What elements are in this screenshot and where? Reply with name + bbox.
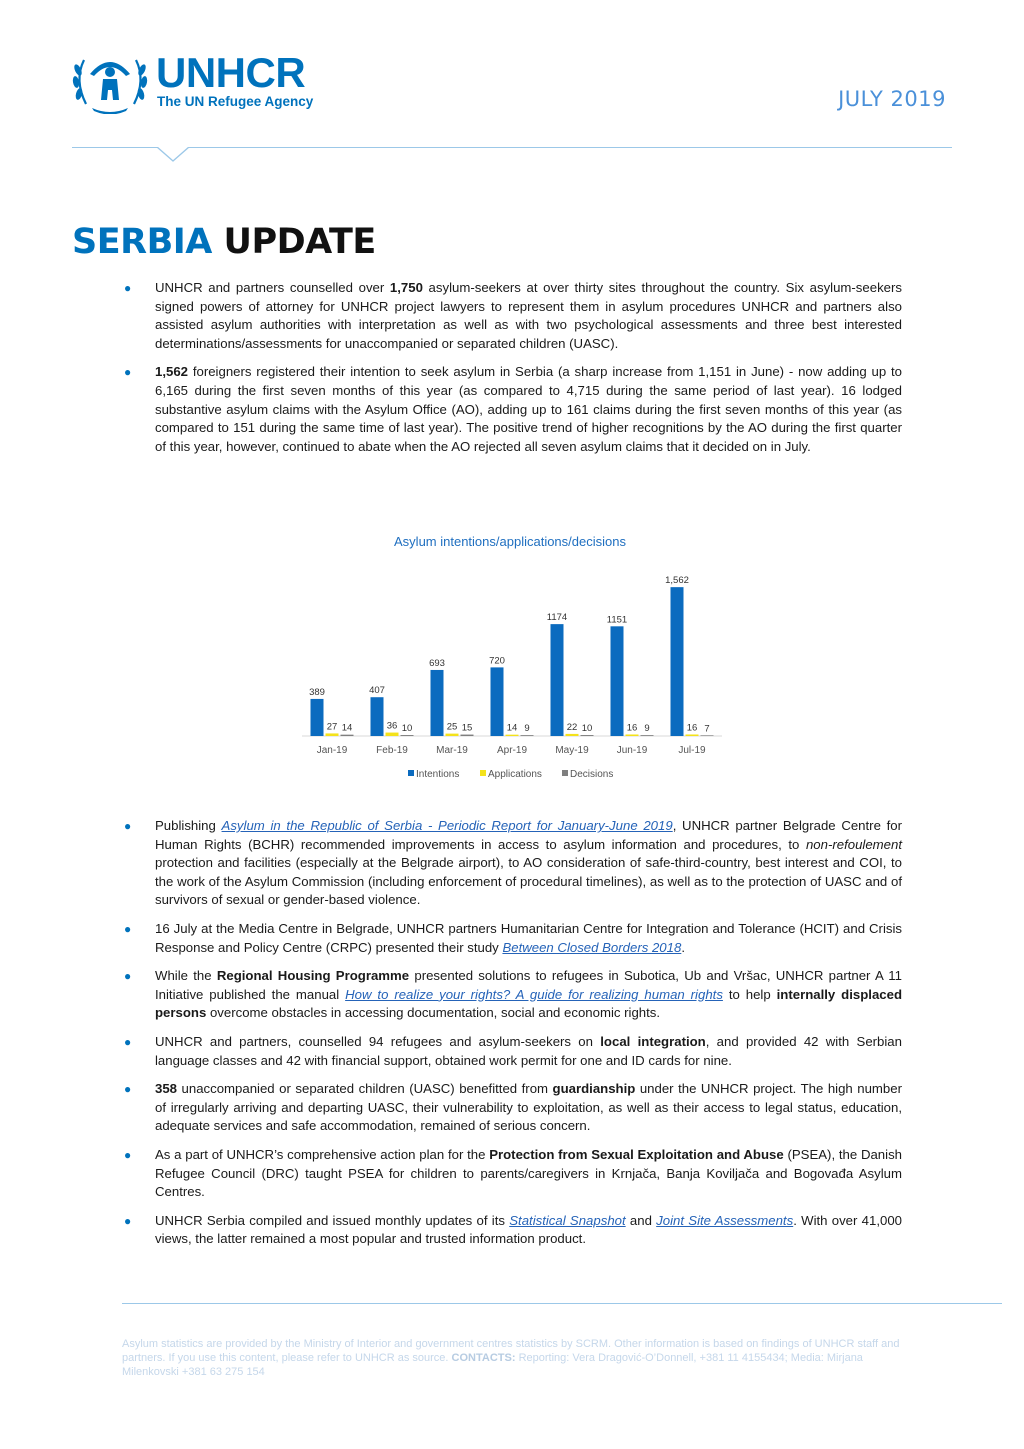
bar-applications bbox=[686, 734, 699, 736]
bullet-icon: ● bbox=[124, 365, 132, 380]
bar-applications bbox=[326, 733, 339, 736]
link-joint-site-assessments[interactable]: Joint Site Assessments bbox=[656, 1212, 794, 1228]
list-item: ● Publishing Asylum in the Republic of Serbia - Periodic Report for January-June 2019, UNHCR partner Belgrade Centre for Human Rights (BCHR) recommended improvements in access to asylum information and procedures, to non-refoulement protection and facilities (especially at the Belgrade airport), to AO consideration of safe-third-country, best interest and COI, to the work of the Asylum Commission (including enforcement of procedural timelines), as well as to the protection of UASC and of survivors of sexual or gender-based violence. bbox=[124, 818, 902, 908]
list-item: ● UNHCR and partners, counselled 94 refugees and asylum-seekers on local integration, and provided 42 with Serbian language classes and 42 with financial support, obtained work permit for one and ID cards for nine. bbox=[124, 1033, 902, 1068]
link-periodic-report[interactable]: Asylum in the Republic of Serbia - Periodic Report for January-June 2019 bbox=[221, 818, 673, 833]
page-title bbox=[72, 220, 376, 264]
bar-intentions bbox=[491, 667, 504, 736]
bullet-icon: ● bbox=[124, 281, 132, 295]
bullet-icon: ● bbox=[124, 1034, 132, 1049]
list-item: ● UNHCR and partners counselled over 1,750 asylum-seekers at over thirty sites throughout the country. Six asylum-seekers signed powers of attorney for UNHCR project lawyers to represent them in asylum procedures UNHCR and partners also assisted asylum authorities with interpretation as well as with two psychological assessments and three best interested determinations/assessments for unaccompanied or separated children (UASC). bbox=[124, 280, 902, 351]
x-tick-label: Apr-19 bbox=[496, 745, 528, 756]
bullet-icon: ● bbox=[124, 969, 132, 984]
bar-decisions bbox=[521, 735, 534, 736]
bar-decisions bbox=[401, 735, 414, 736]
bar-applications bbox=[446, 734, 459, 736]
bullet-icon: ● bbox=[124, 921, 132, 936]
x-tick-label: May-19 bbox=[555, 745, 589, 756]
bullet-icon: ● bbox=[124, 1213, 132, 1228]
list-item: ● As a part of UNHCR’s comprehensive action plan for the Protection from Sexual Exploitation and Abuse (PSEA), the Danish Refugee Council (DRC) taught PSEA for children to parents/caregivers in Krnjača, Banja Koviljača and Bogovađa Asylum Centres. bbox=[124, 1146, 902, 1200]
bar-intentions bbox=[431, 670, 444, 736]
chart-title: Asylum intentions/applications/decisions bbox=[394, 534, 626, 549]
x-tick-label: Feb-19 bbox=[376, 745, 408, 756]
bar-intentions bbox=[371, 697, 384, 736]
bar-intentions bbox=[311, 699, 324, 736]
bullet-icon: ● bbox=[124, 1082, 132, 1097]
legend-swatch bbox=[408, 770, 414, 776]
x-tick-label: Mar-19 bbox=[436, 745, 468, 756]
legend-label: Applications bbox=[488, 769, 542, 780]
list-item: ● While the Regional Housing Programme presented solutions to refugees in Subotica, Ub and Vršac, UNHCR partner A 11 Initiative published the manual How to realize your rights? A guide for realizing human rights to help internally displaced persons overcome obstacles in accessing documentation, social and economic rights. bbox=[124, 968, 903, 1021]
summary-list-top bbox=[122, 279, 902, 466]
data-label: 16 bbox=[626, 722, 638, 734]
title-update: UPDATE bbox=[223, 222, 376, 262]
bar-decisions bbox=[641, 735, 654, 736]
data-label: 1174 bbox=[546, 612, 568, 624]
data-label: 10 bbox=[581, 723, 593, 735]
bar-decisions bbox=[341, 735, 354, 736]
x-tick-label: Jun-19 bbox=[616, 745, 648, 756]
list-item: ● UNHCR Serbia compiled and issued monthly updates of its Statistical Snapshot and Joint Site Assessments. With over 41,000 views, the latter remained a most popular and trusted information product. bbox=[124, 1212, 902, 1247]
summary-list-bottom bbox=[122, 817, 902, 1259]
data-label: 693 bbox=[429, 657, 445, 669]
data-label: 22 bbox=[566, 721, 578, 733]
link-between-closed-borders[interactable]: Between Closed Borders 2018 bbox=[502, 939, 682, 955]
data-label: 14 bbox=[341, 722, 353, 734]
bar-applications bbox=[506, 735, 519, 736]
chevron-down-icon bbox=[157, 147, 189, 163]
legend-swatch bbox=[562, 770, 568, 776]
footer-note: Asylum statistics are provided by the Ministry of Interior and government centres statistics by SCRM. Other information is based on findings of UNHCR staff and partners. If you use this content, please refer to UNHCR as source. CONTACTS: Reporting: Vera Dragović-O’Donnell, +381 11 4155434; Media: Mirjana Milenkovski +381 63 275 154 bbox=[122, 1338, 900, 1378]
bar-decisions bbox=[581, 735, 594, 736]
unhcr-logo bbox=[70, 48, 350, 114]
data-label: 720 bbox=[489, 655, 505, 667]
x-tick-label: Jul-19 bbox=[678, 745, 706, 756]
data-label: 7 bbox=[704, 723, 710, 735]
data-label: 407 bbox=[369, 685, 385, 697]
data-label: 15 bbox=[461, 722, 473, 734]
bar-decisions bbox=[701, 735, 714, 736]
link-statistical-snapshot[interactable]: Statistical Snapshot bbox=[509, 1212, 626, 1228]
header-divider bbox=[72, 147, 952, 148]
legend-swatch bbox=[480, 770, 486, 776]
data-label: 1151 bbox=[606, 614, 628, 626]
data-label: 27 bbox=[326, 721, 338, 733]
asylum-chart bbox=[290, 528, 730, 788]
bar-applications bbox=[566, 734, 579, 736]
data-label: 10 bbox=[401, 723, 413, 735]
list-item: ● 16 July at the Media Centre in Belgrade, UNHCR partners Humanitarian Centre for Integration and Tolerance (HCIT) and Crisis Response and Policy Centre (CRPC) presented their study Between Closed Borders 2018. bbox=[124, 920, 902, 955]
bar-applications bbox=[386, 733, 399, 736]
footer-divider bbox=[122, 1303, 1002, 1304]
bar-decisions bbox=[461, 735, 474, 736]
report-date: JULY 2019 bbox=[838, 87, 946, 111]
bar-intentions bbox=[611, 626, 624, 736]
chart-plot bbox=[290, 528, 730, 788]
title-country: SERBIA bbox=[72, 222, 212, 262]
legend-label: Intentions bbox=[416, 769, 460, 780]
data-label: 9 bbox=[644, 723, 650, 735]
data-label: 36 bbox=[386, 720, 398, 732]
list-item: ● 358 unaccompanied or separated children (UASC) benefitted from guardianship under the UNHCR project. The high number of irregularly arriving and departing UASC, their vulnerability to exploitation, as well as their access to legal status, education, adequate services and safe accommodation, remained of serious concern. bbox=[124, 1081, 902, 1134]
bullet-icon: ● bbox=[124, 819, 132, 833]
bar-applications bbox=[626, 734, 639, 736]
logo-wordmark: UNHCR bbox=[156, 49, 306, 96]
legend-label: Decisions bbox=[570, 769, 614, 780]
data-label: 25 bbox=[446, 721, 458, 733]
laurel-emblem-icon bbox=[70, 48, 150, 114]
bar-intentions bbox=[671, 587, 684, 736]
data-label: 9 bbox=[524, 723, 530, 735]
x-tick-label: Jan-19 bbox=[316, 745, 348, 756]
link-rights-guide[interactable]: How to realize your rights? A guide for realizing human rights bbox=[345, 986, 723, 1002]
bar-intentions bbox=[551, 624, 564, 736]
bullet-icon: ● bbox=[124, 1147, 132, 1162]
logo-tagline: The UN Refugee Agency bbox=[157, 94, 314, 109]
data-label: 16 bbox=[686, 722, 698, 734]
data-label: 389 bbox=[309, 686, 325, 698]
data-label: 14 bbox=[506, 722, 518, 734]
list-item: ● 1,562 foreigners registered their intention to seek asylum in Serbia (a sharp increase from 1,151 in June) - now adding up to 6,165 during the first seven months of this year (as compared to 4,715 during the same period of last year). 16 lodged substantive asylum claims with the Asylum Office (AO), adding up to 161 claims during the first seven months of this year (as compared to 151 during the same time of last year). The positive trend of higher recognitions by the AO during the first quarter of this year, however, continued to abate when the AO rejected all seven asylum claims that it decided on in July. bbox=[124, 364, 902, 454]
data-label: 1,562 bbox=[665, 575, 689, 587]
